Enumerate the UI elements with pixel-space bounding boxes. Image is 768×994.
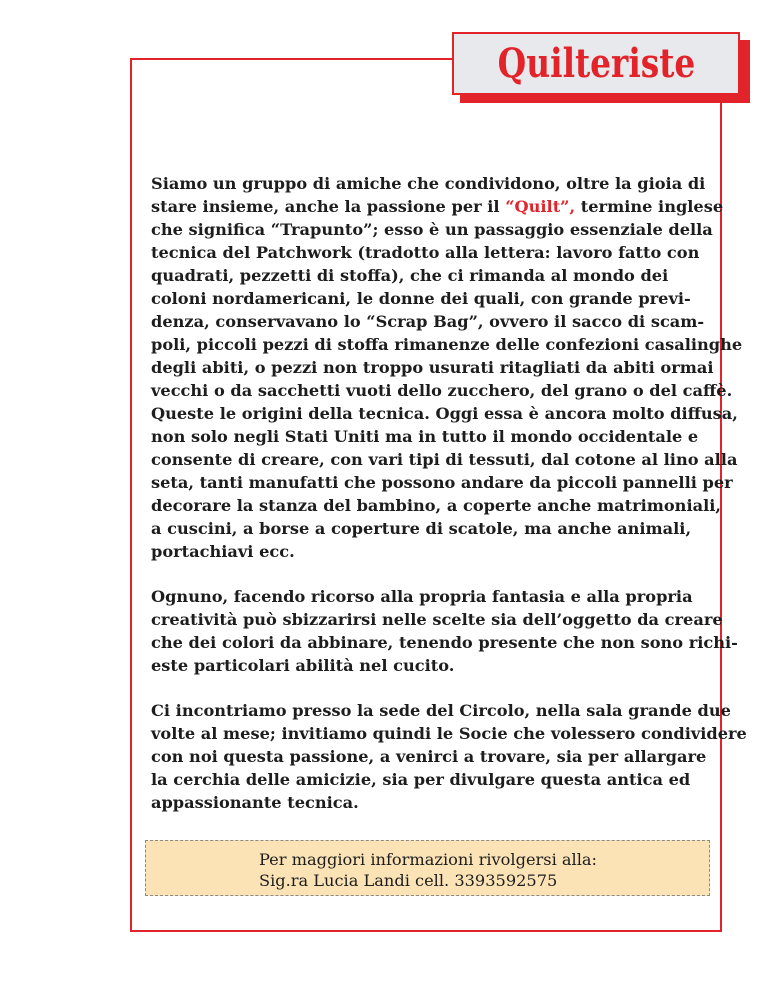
info-line-1: Per maggiori informazioni rivolgersi alla:: [259, 850, 598, 869]
text-segment: Siamo un gruppo di amiche che condividono, oltre la gioia di: [151, 174, 706, 193]
text-line: [151, 540, 716, 563]
text-segment: volte al mese; invitiamo quindi le Socie che volessero condividere: [151, 724, 747, 743]
text-segment: a cuscini, a borse a coperture di scatole, ma anche animali,: [151, 519, 692, 538]
text-segment: creatività può sbizzarirsi nelle scelte sia dell’oggetto da creare: [151, 610, 723, 629]
text-segment: Ognuno, facendo ricorso alla propria fantasia e alla propria: [151, 587, 693, 606]
text-line: [151, 471, 733, 494]
text-line: [151, 356, 716, 379]
text-segment: che significa “Trapunto”; esso è un passaggio essenziale della: [151, 220, 713, 239]
text-segment: consente di creare, con vari tipi di tessuti, dal cotone al lino alla: [151, 450, 738, 469]
text-line: [151, 699, 731, 722]
text-segment: seta, tanti manufatti che possono andare da piccoli pannelli per: [151, 473, 733, 492]
text-line: [151, 310, 716, 333]
text-segment: quadrati, pezzetti di stoffa), che ci rimanda al mondo dei: [151, 266, 669, 285]
info-line-2: Sig.ra Lucia Landi cell. 3393592575: [259, 871, 558, 890]
text-line: [151, 218, 716, 241]
info-text: [259, 849, 597, 891]
text-line: [151, 722, 747, 745]
title-box: [452, 32, 740, 95]
text-segment: coloni nordamericani, le donne dei quali, con grande previ-: [151, 289, 691, 308]
text-line: [151, 402, 738, 425]
text-segment: este particolari abilità nel cucito.: [151, 656, 455, 675]
text-line: [151, 241, 716, 264]
info-box: [145, 840, 710, 896]
article-body: [151, 172, 747, 836]
text-segment: con noi questa passione, a venirci a trovare, sia per allargare: [151, 747, 707, 766]
text-segment: decorare la stanza del bambino, a coperte anche matrimoniali,: [151, 496, 722, 515]
text-segment: portachiavi ecc.: [151, 542, 295, 561]
text-segment: poli, piccoli pezzi di stoffa rimanenze delle confezioni casalinghe: [151, 335, 743, 354]
text-line: [151, 585, 716, 608]
text-line: [151, 608, 723, 631]
text-line: [151, 425, 716, 448]
text-segment: termine inglese: [575, 197, 724, 216]
paragraph: [151, 585, 738, 677]
text-line: [151, 264, 716, 287]
text-line: [151, 379, 733, 402]
text-line: [151, 195, 724, 218]
text-segment: la cerchia delle amicizie, sia per divulgare questa antica ed: [151, 770, 691, 789]
text-segment: Queste le origini della tecnica. Oggi essa è ancora molto diffusa,: [151, 404, 738, 423]
text-segment: tecnica del Patchwork (tradotto alla lettera: lavoro fatto con: [151, 243, 700, 262]
text-segment: stare insieme, anche la passione per il: [151, 197, 506, 216]
text-segment: vecchi o da sacchetti vuoti dello zucchero, del grano o del caffè.: [151, 381, 733, 400]
text-line: [151, 517, 716, 540]
text-line: [151, 791, 716, 814]
text-line: [151, 631, 738, 654]
text-line: [151, 768, 716, 791]
text-line: [151, 654, 716, 677]
text-segment: che dei colori da abbinare, tenendo presente che non sono richi-: [151, 633, 738, 652]
text-line: [151, 745, 716, 768]
text-line: [151, 287, 716, 310]
quilt-highlight: “Quilt”,: [505, 197, 576, 216]
text-line: [151, 333, 743, 356]
text-line: [151, 448, 738, 471]
text-segment: degli abiti, o pezzi non troppo usurati ritagliati da abiti ormai: [151, 358, 714, 377]
text-segment: Ci incontriamo presso la sede del Circolo, nella sala grande due: [151, 701, 731, 720]
text-line: [151, 172, 716, 195]
text-segment: non solo negli Stati Uniti ma in tutto il mondo occidentale e: [151, 427, 699, 446]
text-line: [151, 494, 722, 517]
text-segment: denza, conservavano lo “Scrap Bag”, ovvero il sacco di scam-: [151, 312, 705, 331]
text-segment: appassionante tecnica.: [151, 793, 359, 812]
paragraph: [151, 172, 743, 563]
page-title: Quilteriste: [497, 40, 695, 87]
paragraph: [151, 699, 747, 814]
